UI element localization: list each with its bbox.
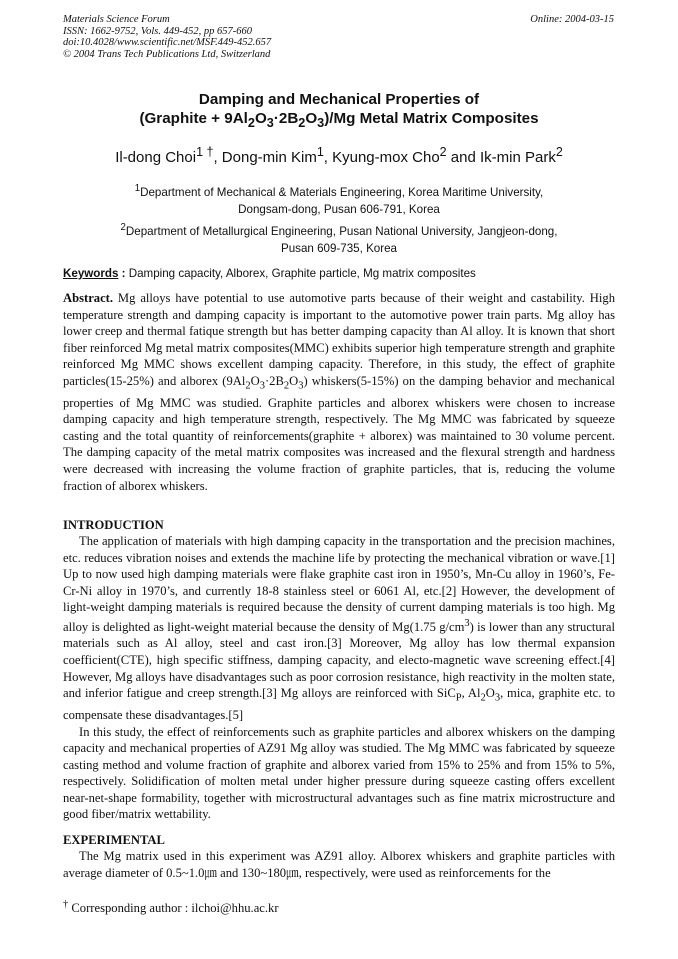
author-3: , Kyung-mox Cho (323, 149, 440, 166)
footnote-text: Corresponding author : ilchoi@hhu.ac.kr (68, 901, 279, 916)
journal-name: Materials Science Forum (63, 14, 170, 25)
author-4: and Ik-min Park (446, 149, 556, 166)
title-line-1: Damping and Mechanical Properties of (198, 91, 480, 108)
journal-copyright: © 2004 Trans Tech Publications Ltd, Switzerland (63, 48, 271, 60)
journal-issn: ISSN: 1662-9752, Vols. 449-452, pp 657-660 (63, 25, 252, 37)
section-heading-introduction: INTRODUCTION (63, 518, 164, 532)
author-2: , Dong-min Kim (213, 149, 317, 166)
keywords-text: Damping capacity, Alborex, Graphite particle, Mg matrix composites (128, 267, 476, 280)
affiliation-2-line-2: Pusan 609-735, Korea (280, 242, 398, 256)
affiliation-1-line-1: $^1$Department of Mechanical & Materials Engineering, Korea Maritime University, (134, 183, 544, 199)
paragraph: The application of materials with high damping capacity in the transportation and the precision machines, etc. reduces vibration noises and extends the machine life by protecting the mechanical vibration or wave.[1] Up to now used high damping materials were flake graphite cast iron in 1950’s, Mn-Cu alloy in 1960’s, Fe-Cr-Ni alloy in 1970’s, and currently 18-8 stainless steel or 6061 Al, etc.[2] However, the development of light-weight damping materials is required because the density of current damping materials is too high. Mg alloy is delighted as light-weight material because the density of Mg(1.75 $g/cm^3$) is lower than any structural materials such as Al alloy, steel and cast iron.[3] Moreover, Mg alloy has low thermal expansion coefficient(CTE), high specific stiffness, damping capacity, and electo-magnetic wave screening effect.[4] However, Mg alloys have disadvantages such as poor corrosion resistance, high reactivity in the molten state, and inferior fatigue and creep strength.[3] Mg alloys are reinforced with SiC$_P$, $Al_2O_3$, mica, graphite etc. to compensate these disadvantages.[5] (63, 534, 616, 723)
title-line-2: (Graphite + $9Al_2O_3\cdot 2B_2O_3)/Mg$ Metal Matrix Composites (139, 110, 539, 131)
journal-info (63, 14, 271, 60)
paper-title (0, 90, 678, 133)
keywords: Keywords : Damping capacity, Alborex, Graphite particle, Mg matrix composites (63, 267, 476, 280)
abstract-label: Abstract. (63, 291, 114, 305)
journal-doi[interactable]: doi:10.4028/www.scientific.net/MSF.449-452.657 (63, 37, 272, 48)
keywords-label: Keywords (63, 267, 119, 280)
footnote (63, 897, 279, 916)
introduction-body (63, 533, 615, 823)
footnote-dagger: † (63, 899, 69, 910)
abstract: Abstract. Mg alloys have potential to use automotive parts because of their weight and castability. High temperature strength and damping capacity is important to the automotive power train parts. Mg alloy has lower creep and thermal fatique strength but has better damping capacity than Al alloy. It is known that short fiber reinforced Mg metal matrix composites(MMC) exhibits superior high temperature strength and graphite reinforced Mg MMC shows excellent damping capacity. Therefore, in this study, the effect of graphite particles(15-25%) and alborex $(9Al_2O_3\cdot 2B_2O_3)$ whiskers(5-15%) on the damping behavior and mechanical properties of Mg MMC was studied. Graphite particles and alborex whiskers were chosen to increase damping capacity and high temperature strength, respectively. The Mg MMC was fabricated by squeeze casting and the total quantity of reinforcements(graphite + alborex) was maintained to 30 volume percent. The damping capacity of the metal matrix composites was increased and the flexural strength and hardness were decreased with increasing the volume fraction of graphite particles, that is, reducing the volume fraction of alborex whiskers. (63, 291, 615, 493)
section-heading-experimental: EXPERIMENTAL (63, 833, 165, 847)
paragraph: In this study, the effect of reinforcements such as graphite particles and alborex whiskers on the damping capacity and mechanical properties of AZ91 Mg alloy was studied. The Mg MMC was fabricated by squeeze casting method and volume fraction of graphite and alborex varied from 15% to 25% and from 15% to 5%, respectively. Solidification of molten metal under higher pressure during squeeze casting offers excellent near-net-shape formability, together with microstructural advantages such as fine matrix microstructure and good fiber/matrix wettability. (63, 724, 615, 822)
online-date: Online: 2004-03-15 (530, 14, 614, 25)
affiliation-1-line-2: Dongsam-dong, Pusan 606-791, Korea (238, 203, 440, 217)
affiliations (0, 180, 678, 258)
author-list: Il-dong Choi$^{1 \dagger}$, Dong-min Kim$^1$, Kyung-mox Cho$^2$ and Ik-min Park$^2$ (115, 145, 563, 166)
experimental-body: The Mg matrix used in this experiment was AZ91 alloy. Alborex whiskers and graphite particles with average diameter of 0.5~1.0㎛ and 130~180㎛, respectively, were used as reinforcements for the (63, 849, 615, 880)
affiliation-2-line-1: $^2$Department of Metallurgical Engineering, Pusan National University, Jangjeon-dong, (120, 221, 558, 238)
author-1-marks: 1 † (196, 145, 214, 159)
author-1: Il-dong Choi (115, 149, 197, 166)
